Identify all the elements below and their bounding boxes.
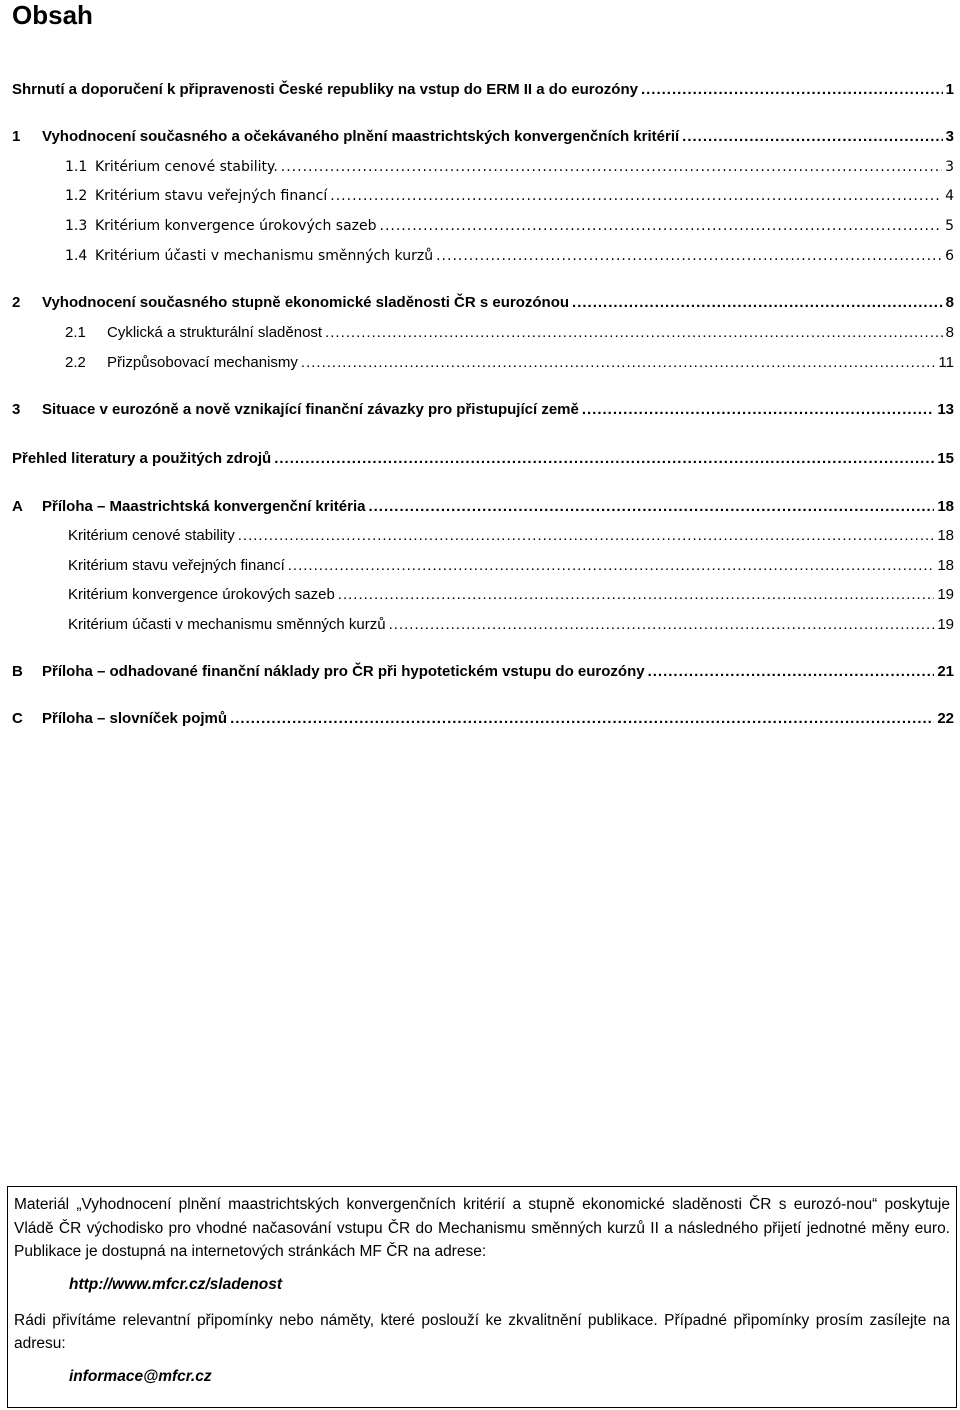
toc-entry-page: 21 xyxy=(937,663,954,680)
toc-entry-page: 6 xyxy=(945,248,954,264)
toc-leader-dots xyxy=(368,495,934,519)
toc-entry-page: 3 xyxy=(945,159,954,175)
toc-entry-section-2-2[interactable] xyxy=(12,351,954,375)
toc-entry-chapter-3[interactable] xyxy=(12,398,954,422)
toc-entry-label: Kritérium konvergence úrokových sazeb xyxy=(95,218,377,234)
toc-entry-appendix-a-price[interactable] xyxy=(12,524,954,548)
toc-entry-chapter-2[interactable] xyxy=(12,291,954,315)
toc-entry-appendix-a[interactable] xyxy=(12,495,954,519)
toc-leader-dots xyxy=(288,554,935,578)
toc-entry-page: 18 xyxy=(937,527,954,544)
toc-entry-page: 13 xyxy=(937,401,954,418)
toc-entry-section-1-2[interactable] xyxy=(12,184,954,208)
toc-leader-dots xyxy=(238,524,935,548)
toc-leader-dots xyxy=(582,398,934,422)
toc-entry-label: Příloha – slovníček pojmů xyxy=(42,710,228,727)
info-paragraph-publication: Materiál „Vyhodnocení plnění maastrichtských konvergenčních kritérií a stupně ekonomické sladěnosti ČR s eurozó-nou“ poskytuje Vládě ČR východisko pro vhodné načasování vstupu ČR do Mechanismu směnných kurzů II a následného přijetí jednotné měny euro. Publikace je dostupná na internetových stránkách MF ČR na adrese: xyxy=(14,1196,950,1260)
toc-entry-number: 1.4 xyxy=(65,248,88,264)
toc-entry-label: Shrnutí a doporučení k připravenosti České republiky na vstup do ERM II a do eurozóny xyxy=(12,81,638,98)
toc-entry-page: 18 xyxy=(937,498,954,515)
toc-leader-dots xyxy=(380,214,943,238)
toc-leader-dots xyxy=(338,583,935,607)
toc-leader-dots xyxy=(572,291,943,315)
toc-entry-appendix-c[interactable] xyxy=(12,707,954,731)
toc-entry-page: 19 xyxy=(937,586,954,603)
toc-entry-section-2-1[interactable] xyxy=(12,321,954,345)
toc-entry-page: 3 xyxy=(945,128,954,145)
toc-entry-label: Kritérium stavu veřejných financí xyxy=(95,188,328,204)
toc-entry-number: 1.1 xyxy=(65,159,88,175)
toc-entry-number: 2.2 xyxy=(65,354,86,371)
toc-leader-dots xyxy=(281,155,942,179)
toc-entry-page: 8 xyxy=(945,324,954,341)
toc-entry-section-1-3[interactable] xyxy=(12,214,954,238)
toc-entry-label: Přehled literatury a použitých zdrojů xyxy=(12,450,272,467)
toc-entry-label: Kritérium stavu veřejných financí xyxy=(68,557,285,574)
toc-entry-page: 11 xyxy=(938,354,954,371)
page-title: Obsah xyxy=(12,0,93,30)
toc-entry-number: 1.2 xyxy=(65,188,88,204)
toc-entry-label: Příloha – odhadované finanční náklady pro ČR při hypotetickém vstupu do eurozóny xyxy=(42,663,645,680)
toc-leader-dots xyxy=(648,660,935,684)
toc-entry-number: 1 xyxy=(12,128,21,145)
toc-entry-page: 15 xyxy=(937,450,954,467)
toc-leader-dots xyxy=(389,613,935,637)
toc-entry-number: B xyxy=(12,663,23,680)
toc-entry-label: Vyhodnocení současného stupně ekonomické sladěnosti ČR s eurozónou xyxy=(42,294,570,311)
toc-leader-dots xyxy=(230,707,934,731)
toc-entry-number: 2.1 xyxy=(65,324,86,341)
toc-entry-page: 5 xyxy=(945,218,954,234)
toc-entry-label: Situace v eurozóně a nově vznikající finanční závazky pro přistupující země xyxy=(42,401,579,418)
toc-leader-dots xyxy=(274,447,934,471)
toc-entry-page: 1 xyxy=(945,81,954,98)
toc-entry-page: 4 xyxy=(945,188,954,204)
toc-leader-dots xyxy=(436,244,942,268)
toc-entry-appendix-a-fiscal[interactable] xyxy=(12,554,954,578)
toc-entry-label: Kritérium účasti v mechanismu směnných kurzů xyxy=(68,616,386,633)
toc-entry-page: 22 xyxy=(937,710,954,727)
toc-leader-dots xyxy=(682,125,943,149)
toc-entry-page: 18 xyxy=(937,557,954,574)
toc-entry-number: C xyxy=(12,710,23,727)
toc-entry-label: Kritérium účasti v mechanismu směnných kurzů xyxy=(95,248,434,264)
toc-entry-label: Cyklická a strukturální sladěnost xyxy=(107,324,323,341)
toc-entry-label: Kritérium cenové stability xyxy=(68,527,235,544)
toc-entry-number: 1.3 xyxy=(65,218,88,234)
toc-leader-dots xyxy=(330,184,942,208)
toc-entry-number: 3 xyxy=(12,401,21,418)
toc-leader-dots xyxy=(301,351,936,375)
toc-entry-section-1-1[interactable] xyxy=(12,155,954,179)
toc-entry-page: 8 xyxy=(945,294,954,311)
toc-entry-section-1-4[interactable] xyxy=(12,244,954,268)
info-spacer xyxy=(14,1299,950,1309)
toc-entry-label: Kritérium konvergence úrokových sazeb xyxy=(68,586,335,603)
toc-entry-label: Kritérium cenové stability. xyxy=(95,159,278,175)
toc-entry-chapter-1[interactable] xyxy=(12,125,954,149)
toc-entry-page: 19 xyxy=(937,616,954,633)
info-paragraph-feedback: Rádi přivítáme relevantní připomínky nebo náměty, které poslouží ke zkvalitnění publikace. Případné připomínky prosím zasílejte na adresu: xyxy=(14,1311,950,1352)
toc-entry-appendix-b[interactable] xyxy=(12,660,954,684)
toc-entry-number: 2 xyxy=(12,294,21,311)
info-box xyxy=(7,1186,957,1408)
info-email-link[interactable]: informace@mfcr.cz xyxy=(69,1367,212,1385)
toc-entry-references[interactable] xyxy=(12,447,954,471)
toc-entry-label: Příloha – Maastrichtská konvergenční kritéria xyxy=(42,498,366,515)
toc-entry-appendix-a-exchange[interactable] xyxy=(12,613,954,637)
info-url-link[interactable]: http://www.mfcr.cz/sladenost xyxy=(69,1275,283,1293)
toc-leader-dots xyxy=(325,321,943,345)
toc-entry-appendix-a-interest[interactable] xyxy=(12,583,954,607)
toc-leader-dots xyxy=(641,78,943,102)
toc-entry-label: Přizpůsobovací mechanismy xyxy=(107,354,298,371)
toc-entry-summary[interactable] xyxy=(12,78,954,102)
toc-entry-label: Vyhodnocení současného a očekávaného plnění maastrichtských konvergenčních kritérií xyxy=(42,128,680,145)
toc-entry-number: A xyxy=(12,498,23,515)
